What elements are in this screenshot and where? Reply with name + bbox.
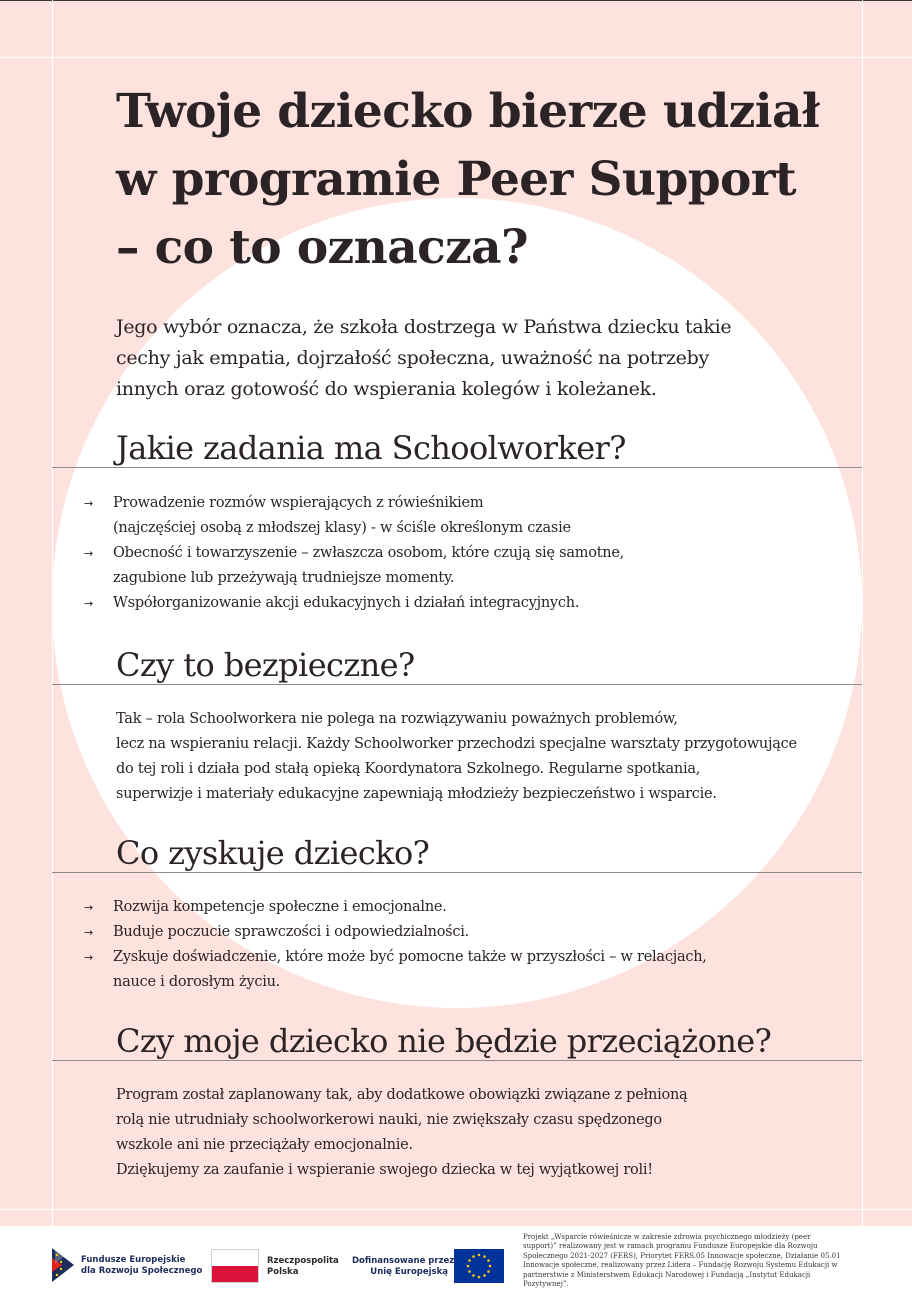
intro-paragraph [116, 312, 846, 405]
section-heading-gains: Co zyskuje dziecko? [116, 834, 430, 872]
list-item: → Zyskuje doświadczenie, które może być pomocne także w przyszłości – w relacjach, nauce i dorosłym życiu. [84, 945, 707, 995]
eu-logo-text: Dofinansowane przez Unię Europejską [352, 1256, 455, 1277]
eu-flag-icon [454, 1249, 504, 1283]
gains-list [84, 895, 707, 995]
rp-logo-text: Rzeczpospolita Polska [267, 1256, 339, 1277]
intro-line: innych oraz gotowość do wspierania kolegów i koleżanek. [116, 378, 657, 400]
arrow-right-icon: → [84, 547, 93, 560]
top-border [0, 0, 912, 1]
title-line: – co to oznacza? [116, 220, 528, 275]
safety-paragraph: Tak – rola Schoolworkera nie polega na rozwiązywaniu poważnych problemów, lecz na wspieraniu relacji. Każdy Schoolworker przechodzi specjalne warsztaty przygotowujące do tej roli i działa pod stałą opieką Koordynatora Szkolnego. Regularne spotkania, superwizje i materiały edukacyjne zapewniają młodzieży bezpieczeństwo i wsparcie. [116, 711, 797, 802]
guide-line-top [0, 57, 912, 58]
section-heading-safety: Czy to bezpieczne? [116, 646, 415, 684]
fundusze-europejskie-logo-icon [52, 1244, 74, 1286]
section-heading-overload: Czy moje dziecko nie będzie przeciążone? [116, 1022, 772, 1060]
list-item: → Rozwija kompetencje społeczne i emocjonalne. [84, 895, 707, 920]
guide-line-right [862, 0, 863, 1230]
section-heading-tasks: Jakie zadania ma Schoolworker? [116, 429, 626, 467]
section-rule [52, 684, 862, 685]
section-rule [52, 872, 862, 873]
intro-line: cechy jak empatia, dojrzałość społeczna, uważność na potrzeby [116, 347, 709, 369]
section-rule [52, 467, 862, 468]
arrow-right-icon: → [84, 901, 93, 914]
list-item: → Współorganizowanie akcji edukacyjnych i działań integracyjnych. [84, 591, 624, 616]
title-line: w programie Peer Support [116, 152, 796, 207]
list-item: → Prowadzenie rozmów wspierających z rówieśnikiem (najczęściej osobą z młodszej klasy) - w ściśle określonym czasie [84, 491, 624, 541]
arrow-right-icon: → [84, 497, 93, 510]
arrow-right-icon: → [84, 597, 93, 610]
list-item: → Buduje poczucie sprawczości i odpowiedzialności. [84, 920, 707, 945]
fe-logo-text: Fundusze Europejskie dla Rozwoju Społecznego [81, 1255, 203, 1276]
intro-line: Jego wybór oznacza, że szkoła dostrzega w Państwa dziecku takie [116, 316, 732, 338]
guide-line-bottom [0, 1209, 912, 1210]
arrow-right-icon: → [84, 926, 93, 939]
project-info-text: Projekt „Wsparcie rówieśnicze w zakresie zdrowia psychicznego młodzieży (peer support)” realizowany jest w ramach programu Fundusze Europejskie dla Rozwoju Społecznego 2021-2027 (FERS), Priorytet FERS.05 Innowacje społeczne, Działanie 05.01 Innowacje społeczne, realizowany przez Lidera – Fundację Rozwoju Systemu Edukacji w partnerstwie z Ministerstwem Edukacji Narodowej i Fundacją „Instytut Edukacji Pozytywnej”. [523, 1233, 841, 1289]
arrow-right-icon: → [84, 951, 93, 964]
list-item: → Obecność i towarzyszenie – zwłaszcza osobom, które czują się samotne, zagubione lub przeżywają trudniejsze momenty. [84, 541, 624, 591]
title-line: Twoje dziecko bierze udział [116, 84, 820, 139]
tasks-list [84, 491, 624, 616]
overload-paragraph: Program został zaplanowany tak, aby dodatkowe obowiązki związane z pełnioną rolą nie utrudniały schoolworkerowi nauki, nie zwiększały czasu spędzonego wszkole ani nie przeciążały emocjonalnie. Dziękujemy za zaufanie i wspieranie swojego dziecka w tej wyjątkowej roli! [116, 1087, 688, 1178]
polish-flag-icon [211, 1249, 259, 1283]
page-title [116, 78, 819, 282]
section-rule [52, 1060, 862, 1061]
